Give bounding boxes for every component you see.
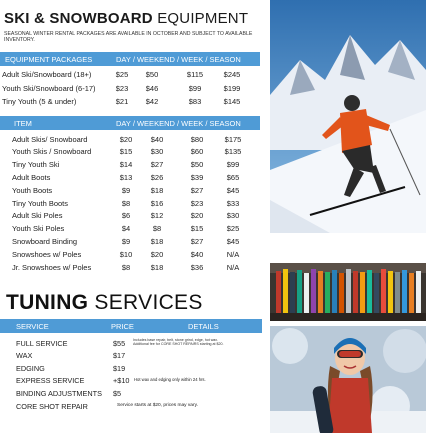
price-weekend: $12 [150, 211, 164, 221]
service-row [0, 339, 262, 350]
service-row [0, 364, 262, 375]
price-season: $245 [223, 70, 241, 79]
price-day: $23 [115, 83, 129, 93]
item-row [0, 263, 260, 274]
item-name: Jr. Snowshoes w/ Poles [12, 262, 92, 272]
package-row [0, 70, 260, 81]
price-season: $145 [223, 97, 241, 106]
service-name: CORE SHOT REPAIR [16, 402, 88, 411]
price-week: $27 [190, 185, 204, 195]
service-price: $55 [113, 339, 126, 348]
price-season: $135 [224, 147, 242, 157]
ski-rack-photo [270, 263, 426, 321]
price-day: $8 [121, 198, 131, 208]
tuning-header-price: PRICE [111, 322, 134, 331]
price-day: $4 [121, 224, 131, 234]
service-row [0, 376, 262, 387]
price-weekend: $8 [152, 224, 162, 234]
service-name: BINDING ADJUSTMENTS [16, 389, 102, 398]
item-row [0, 250, 260, 261]
price-week: $27 [190, 236, 204, 246]
price-weekend: $30 [150, 147, 164, 157]
item-name: Adult Skis/ Snowboard [12, 134, 88, 144]
price-day: $9 [121, 236, 131, 246]
price-weekend: $18 [150, 185, 164, 195]
service-price: $17 [113, 351, 126, 360]
item-name: Adult Ski Poles [12, 211, 63, 221]
item-name: Snowshoes w/ Poles [12, 249, 82, 259]
price-day: $15 [119, 147, 133, 157]
price-weekend: $42 [145, 97, 159, 106]
package-row [0, 97, 260, 108]
skier-photo [270, 0, 426, 233]
item-row [0, 224, 260, 235]
items-header [0, 116, 260, 130]
price-day: $21 [115, 97, 129, 106]
package-row [0, 84, 260, 95]
service-row [0, 402, 262, 413]
item-name: Youth Ski Poles [12, 224, 65, 234]
price-week: $15 [190, 224, 204, 234]
service-name: WAX [16, 351, 33, 360]
price-day: $10 [119, 249, 133, 259]
price-week: $60 [190, 147, 204, 157]
price-day: $6 [121, 211, 131, 221]
price-week: $80 [190, 134, 204, 144]
tuning-header-details: DETAILS [188, 322, 219, 331]
price-day: $14 [119, 160, 133, 170]
price-day: $20 [119, 134, 133, 144]
price-season: $30 [226, 211, 240, 221]
item-name: Tiny Youth Ski [12, 160, 60, 170]
tuning-title: TUNING SERVICES [6, 291, 203, 314]
price-week: $50 [190, 160, 204, 170]
tuning-header-service: SERVICE [16, 322, 49, 331]
price-season: $199 [223, 83, 241, 93]
packages-header-columns: DAY / WEEKEND / WEEK / SEASON [116, 55, 241, 64]
service-row [0, 351, 262, 362]
item-name: Youth Skis / Snowboard [12, 147, 92, 157]
snowboarder-photo [270, 326, 426, 433]
service-name: FULL SERVICE [16, 339, 68, 348]
price-weekend: $18 [150, 262, 164, 272]
item-row [0, 199, 260, 210]
price-season: $99 [226, 160, 240, 170]
service-name: EDGING [16, 364, 45, 373]
item-row [0, 211, 260, 222]
package-name: Tiny Youth (5 & under) [2, 97, 77, 106]
price-week: $115 [186, 70, 204, 79]
service-price: $5 [113, 389, 122, 398]
price-weekend: $27 [150, 160, 164, 170]
price-season: $65 [226, 172, 240, 182]
price-week: $40 [190, 249, 204, 259]
items-header-label: ITEM [14, 119, 32, 128]
price-season: $33 [226, 198, 240, 208]
item-row [0, 173, 260, 184]
item-row [0, 135, 260, 146]
price-season: $45 [226, 185, 240, 195]
price-day: $25 [115, 70, 129, 79]
price-weekend: $18 [150, 236, 164, 246]
item-name: Snowboard Binding [12, 236, 78, 246]
price-weekend: $26 [150, 172, 164, 182]
price-season: $45 [226, 236, 240, 246]
service-name: EXPRESS SERVICE [16, 376, 85, 385]
price-week: $39 [190, 172, 204, 182]
package-name: Youth Ski/Snowboard (6-17) [2, 83, 96, 93]
item-row [0, 147, 260, 158]
price-day: $9 [121, 185, 131, 195]
packages-header-label: EQUIPMENT PACKAGES [5, 55, 93, 64]
price-week: $20 [190, 211, 204, 221]
price-week: $83 [188, 97, 202, 106]
service-details: Includes base repair, belt, stone grind, edge, hot wax. Additional fee for CORE SHOT REPAIRS starting at $20. [133, 338, 224, 346]
packages-header [0, 52, 260, 66]
item-name: Youth Boots [12, 185, 53, 195]
price-season: $25 [226, 224, 240, 234]
price-weekend: $40 [150, 134, 164, 144]
price-week: $36 [190, 262, 204, 272]
items-header-columns: DAY / WEEKEND / WEEK / SEASON [116, 119, 241, 128]
item-row [0, 237, 260, 248]
price-season: N/A [226, 249, 240, 259]
price-season: $175 [224, 134, 242, 144]
price-day: $13 [119, 172, 133, 182]
price-day: $8 [121, 262, 131, 272]
service-price: +$10 [113, 376, 130, 385]
item-row [0, 186, 260, 197]
service-price: $19 [113, 364, 126, 373]
price-weekend: $50 [145, 70, 159, 79]
service-row [0, 389, 262, 400]
price-season: N/A [226, 262, 240, 272]
package-name: Adult Ski/Snowboard (18+) [2, 70, 92, 79]
item-row [0, 160, 260, 171]
availability-note: SEASONAL WINTER RENTAL PACKAGES ARE AVAILABLE IN OCTOBER AND SUBJECT TO AVAILABLE INVENTORY. [4, 31, 253, 43]
item-name: Tiny Youth Boots [12, 198, 69, 208]
price-week: $23 [190, 198, 204, 208]
item-name: Adult Boots [12, 172, 51, 182]
price-weekend: $20 [150, 249, 164, 259]
service-details: Hot wax and edging only within 24 hrs. [134, 377, 206, 382]
tuning-header [0, 319, 262, 333]
price-week: $99 [188, 83, 202, 93]
service-details: Service starts at $20, prices may vary. [117, 403, 198, 408]
price-weekend: $46 [145, 83, 159, 93]
price-weekend: $16 [150, 198, 164, 208]
page-title: SKI & SNOWBOARD EQUIPMENT [4, 10, 249, 27]
